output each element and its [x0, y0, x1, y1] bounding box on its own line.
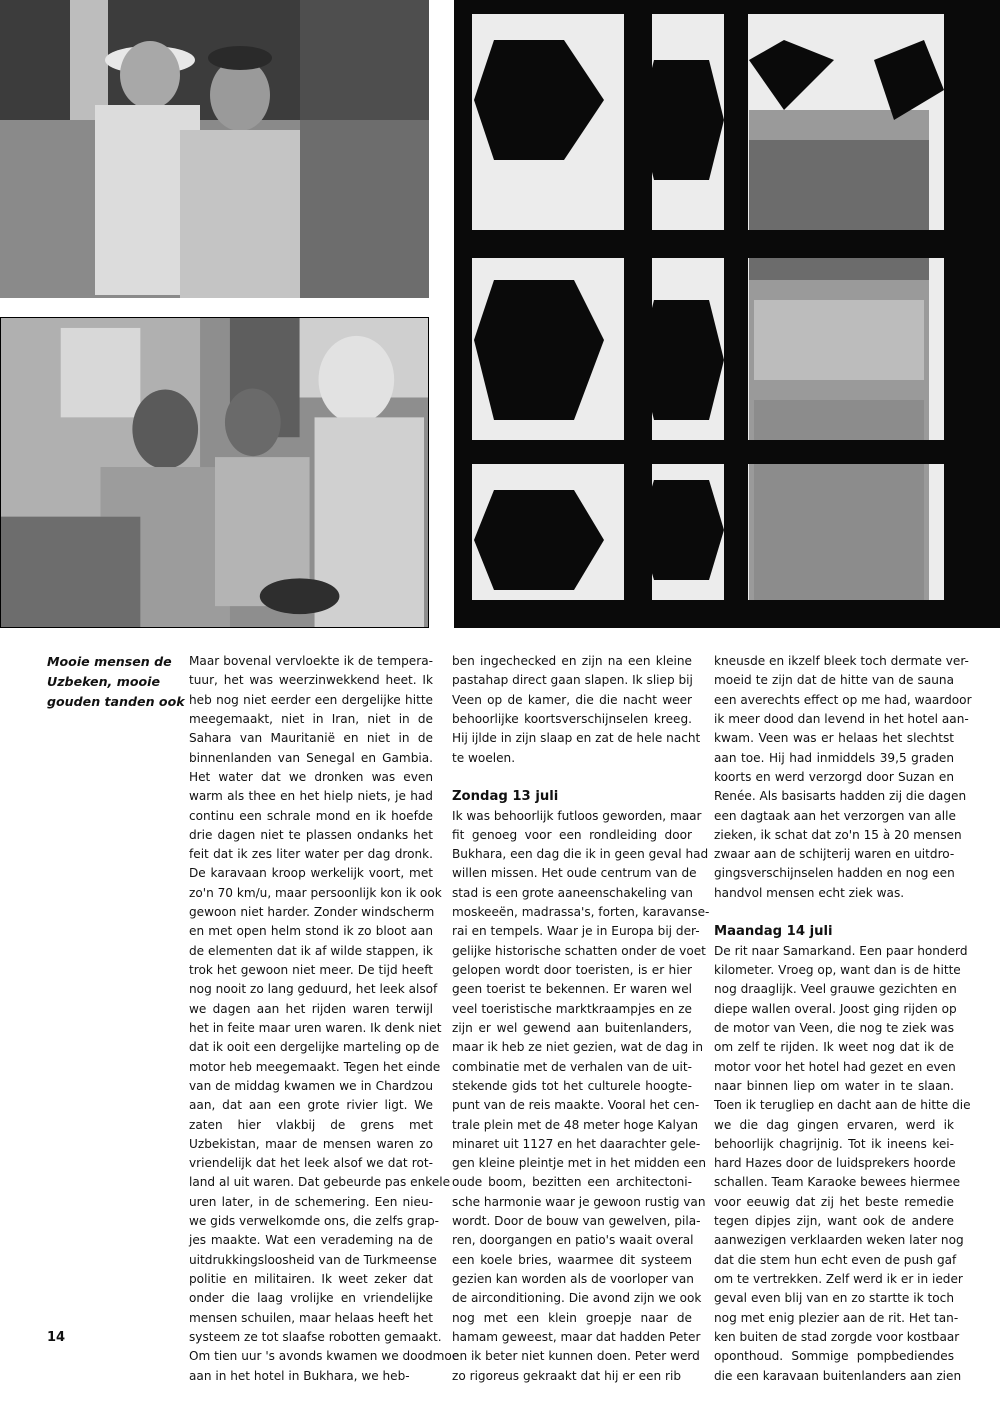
text-line: zieken, ik schat dat zo'n 15 à 20 mensen — [714, 827, 962, 842]
text-line: drie dagen niet te plassen ondanks het — [189, 827, 433, 842]
text-line: vriendelijk dat het leek alsof we dat rot- — [189, 1156, 433, 1171]
text-column-3 — [714, 652, 972, 1386]
text-line: hard Hazes door de luidsprekers hoorde — [714, 1156, 956, 1171]
text-line: kneusde en ikzelf bleek toch dermate ver- — [714, 654, 969, 668]
text-line: gewoon niet harder. Zonder windscherm — [189, 905, 435, 920]
text-line: minaret uit 1127 en het daarachter gele- — [452, 1136, 701, 1151]
text-line: punt van de reis maakte. Vooral het cen- — [452, 1098, 700, 1113]
text-line: ben ingechecked en zijn na een kleine — [452, 654, 692, 668]
text-line: gelopen wordt door toeristen, is er hier — [452, 963, 692, 977]
text-line: aanwezigen verklaarden weken later nog — [714, 1233, 964, 1248]
text-line: Uzbekistan, maar de mensen waren zo — [189, 1136, 433, 1151]
paragraph-gap — [452, 768, 692, 787]
text-line: systeem ze tot slaafse robotten gemaakt. — [189, 1329, 442, 1344]
text-line: dat die stem hun echt even de push gaf — [714, 1252, 957, 1267]
text-line: stad is een grote aaneenschakeling van — [452, 885, 693, 900]
text-line: ken buiten de stad zorgde voor kostbaar — [714, 1329, 960, 1344]
text-line: de elementen dat ik af wilde stappen, ik — [189, 943, 433, 958]
text-line: we die dag gingen ervaren, werd ik — [714, 1117, 954, 1132]
text-line: De rit naar Samarkand. Een paar honderd — [714, 943, 968, 958]
text-line: voor eeuwig dat zij het beste remedie — [714, 1194, 954, 1209]
photo-caption — [47, 652, 185, 712]
text-line: Ik was behoorlijk futloos geworden, maar — [452, 808, 702, 823]
text-column-1 — [189, 652, 460, 1386]
text-line: Veen op de kamer, die die nacht weer — [452, 692, 692, 707]
text-line: sche harmonie waar je gewoon rustig van — [452, 1194, 706, 1209]
text-line: gen kleine pleintje met in het midden een — [452, 1156, 706, 1171]
text-line: naar binnen liep om water in te slaan. — [714, 1078, 954, 1093]
text-line: nog met enig plezier aan de rit. Het tan- — [714, 1310, 959, 1325]
text-line: een koele bries, waarmee dit systeem — [452, 1252, 692, 1267]
text-line: wordt. Door de bouw van gewelven, pila- — [452, 1214, 701, 1229]
text-line: veel toeristische marktkraampjes en ze — [452, 1001, 692, 1016]
text-line: combinatie met de verhalen van de uit- — [452, 1059, 693, 1074]
text-line: diepe wallen overal. Joost ging rijden op — [714, 1001, 957, 1016]
text-line: zwaar aan de schijterij waren en uitdro- — [714, 847, 955, 862]
text-line: jes maakte. Wat een verademing na de — [189, 1233, 433, 1248]
text-line: maar ik heb ze niet gezien, wat de dag in — [452, 1040, 704, 1055]
text-line: uren later, in de schemering. Een nieu- — [189, 1194, 433, 1209]
text-line: geen toerist te bekennen. Er waren wel — [452, 982, 692, 997]
text-line: zijn er wel gewend aan buitenlanders, — [452, 1020, 692, 1035]
text-line: en met open helm stond ik zo bloot aan — [189, 924, 433, 939]
text-line: Het water dat we dronken was even — [189, 769, 433, 784]
text-line: van de middag kwamen we in Chardzou — [189, 1078, 433, 1093]
text-line: Hij ijlde in zijn slaap en zat de hele nacht — [452, 731, 701, 746]
caption-line: Uzbeken, mooie — [47, 674, 160, 689]
text-line: onder die laag vrolijke en vriendelijke — [189, 1291, 433, 1306]
photo-gas-station-attendants — [0, 317, 429, 628]
text-line: een dagtaak aan het verzorgen van alle — [714, 808, 956, 823]
text-line: Sahara van Mauritanië en niet in de — [189, 731, 433, 746]
photo-gas-station-attendants-image — [1, 318, 428, 627]
paragraph — [452, 807, 710, 1386]
text-line: kwam. Veen was er helaas het slechtst — [714, 731, 954, 746]
text-line: en ik beter niet kunnen doen. Peter werd — [452, 1349, 700, 1364]
text-line: warm als thee en het hielp niets, je had — [189, 789, 433, 804]
text-line: ik meer dood dan levend in het hotel aan- — [714, 711, 969, 726]
text-line: aan, dat aan een grote rivier ligt. We — [189, 1098, 433, 1113]
page-number: 14 — [47, 1330, 66, 1345]
text-line: zo rigoreus gekraakt dat hij er een rib — [452, 1368, 682, 1383]
text-line: moskeeën, madrassa's, forten, karavanse- — [452, 905, 710, 920]
paragraph-gap — [714, 903, 954, 922]
text-line: om te vertrekken. Zelf werd ik er in ieder — [714, 1272, 963, 1286]
text-line: behoorlijk chagrijnig. Tot ik ineens kei- — [714, 1136, 954, 1151]
text-line: trok het gewoon niet meer. De tijd heeft — [189, 963, 433, 977]
text-line: behoorlijke koortsverschijnselen kreeg. — [452, 711, 692, 726]
text-line: motor heb meegemaakt. Tegen het einde — [189, 1059, 441, 1074]
text-column-2 — [452, 652, 710, 1386]
text-line: schallen. Team Karaoke bewees hiermee — [714, 1175, 961, 1190]
text-line: continu een schrale mond en ik hoefde — [189, 808, 433, 823]
text-line: De karavaan kroop werkelijk voort, met — [189, 866, 433, 881]
text-line: stekende gids tot het culturele hoogte- — [452, 1078, 692, 1093]
text-line: gezien kan worden als de voorloper van — [452, 1272, 694, 1286]
text-line: de motor van Veen, die nog te ziek was — [714, 1020, 954, 1035]
text-line: moeid te zijn dat de hitte van de sauna — [714, 673, 954, 688]
text-line: heb nog niet eerder een dergelijke hitte — [189, 692, 433, 707]
text-line: dat ik ooit een dergelijke marteling op de — [189, 1040, 440, 1055]
text-line: politie en militairen. Ik weet zeker dat — [189, 1272, 433, 1286]
text-line: zaten hier vlakbij de grens met — [189, 1117, 433, 1132]
text-line: hamam geweest, maar dat hadden Peter — [452, 1329, 701, 1344]
text-line: Om tien uur 's avonds kwamen we doodmoe — [189, 1349, 460, 1364]
text-line: meegemaakt, niet in Iran, niet in de — [189, 711, 433, 726]
photo-minaret-through-lattice-image — [454, 0, 1000, 628]
text-line: de airconditioning. Die avond zijn we ook — [452, 1291, 702, 1306]
text-line: feit dat ik zes liter water per dag dronk. — [189, 847, 433, 862]
photo-minaret-through-lattice — [454, 0, 1000, 628]
text-line: gelijke historische schatten onder de voet — [452, 943, 706, 958]
text-line: nog met een klein groepje naar de — [452, 1310, 692, 1325]
text-line: die een karavaan buitenlanders aan zien — [714, 1368, 962, 1383]
paragraph — [189, 652, 460, 1386]
paragraph — [714, 652, 972, 903]
text-line: Bukhara, een dag die ik in geen geval had — [452, 847, 709, 862]
text-line: ren, doorgangen en patio's waait overal — [452, 1233, 694, 1248]
text-line: tuur, het was weerzinwekkend heet. Ik — [189, 673, 433, 688]
text-line: binnenlanden van Senegal en Gambia. — [189, 750, 433, 765]
text-line: mensen schuilen, maar helaas heeft het — [189, 1310, 433, 1325]
text-line: een averechts effect op me had, waardoor — [714, 692, 972, 707]
text-line: het in feite maar uren waren. Ik denk niet — [189, 1020, 442, 1035]
text-line: aan toe. Hij had inmiddels 39,5 graden — [714, 750, 954, 765]
text-line: koorts en werd verzorgd door Suzan en — [714, 769, 954, 784]
text-line: te woelen. — [452, 750, 516, 765]
text-line: gingsverschijnselen hadden en nog een — [714, 866, 955, 881]
caption-line: Mooie mensen de — [47, 654, 172, 669]
paragraph — [714, 942, 971, 1386]
text-line: trale plein met de 48 meter hoge Kalyan — [452, 1117, 699, 1132]
caption-line: gouden tanden ook — [47, 694, 185, 709]
text-line: nog draaglijk. Veel grauwe gezichten en — [714, 982, 957, 997]
text-line: motor voor het hotel had gezet en even — [714, 1059, 956, 1074]
text-line: om zelf te rijden. Ik weet nog dat ik de — [714, 1040, 954, 1055]
text-line: Renée. Als basisarts hadden zij die dagen — [714, 789, 967, 804]
text-line: oude boom, bezitten een architectoni- — [452, 1175, 692, 1190]
text-line: we gids verwelkomde ons, die zelfs grap- — [189, 1214, 440, 1229]
text-line: pastahap direct gaan slapen. Ik sliep bij — [452, 673, 693, 688]
section-heading: Maandag 14 juli — [714, 924, 833, 940]
text-line: handvol mensen echt ziek was. — [714, 885, 905, 900]
text-line: zo'n 70 km/u, maar persoonlijk kon ik ook — [189, 885, 442, 900]
text-line: fit genoeg voor een rondleiding door — [452, 827, 692, 842]
text-line: geval even blij van en zo startte ik toch — [714, 1291, 954, 1306]
photo-two-men-handshake-image — [0, 0, 429, 298]
text-line: we dagen aan het rijden waren terwijl — [189, 1001, 433, 1016]
photo-two-men-handshake — [0, 0, 429, 298]
text-line: nog nooit zo lang geduurd, het leek alsof — [189, 982, 438, 997]
text-line: kilometer. Vroeg op, want dan is de hitte — [714, 963, 961, 977]
section-heading: Zondag 13 juli — [452, 789, 559, 805]
text-line: Maar bovenal vervloekte ik de tempera- — [189, 654, 433, 668]
text-line: land al uit waren. Dat gebeurde pas enkele — [189, 1175, 451, 1190]
text-line: aan in het hotel in Bukhara, we heb- — [189, 1368, 410, 1383]
text-line: willen missen. Het oude centrum van de — [452, 866, 697, 881]
text-line: tegen dipjes zijn, want ook de andere — [714, 1214, 954, 1229]
text-line: uitdrukkingsloosheid van de Turkmeense — [189, 1252, 437, 1267]
paragraph — [452, 652, 701, 768]
text-line: rai en tempels. Waar je in Europa bij der- — [452, 924, 700, 939]
text-line: oponthoud. Sommige pompbediendes — [714, 1349, 954, 1364]
text-line: Toen ik terugliep en dacht aan de hitte die — [714, 1098, 971, 1113]
